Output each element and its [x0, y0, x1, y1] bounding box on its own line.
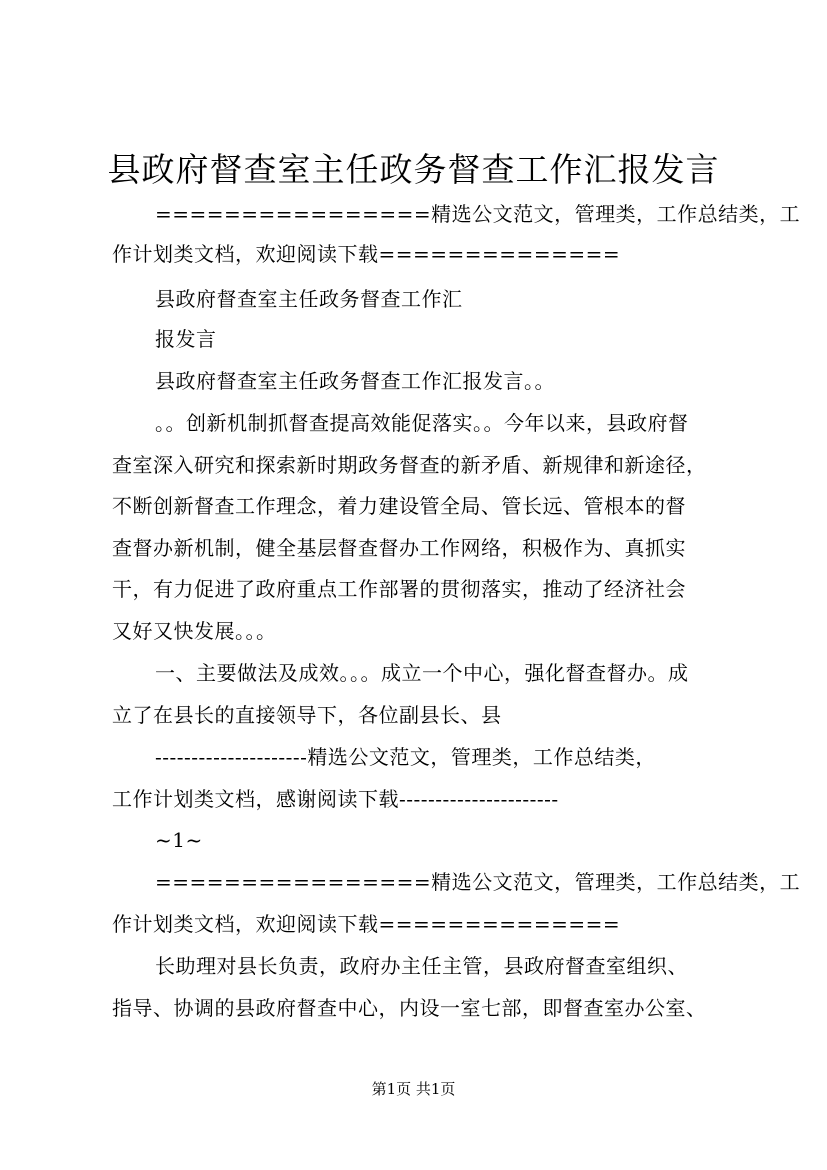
footer-banner-line: 工作计划类文档，感谢阅读下载---------------------- — [112, 787, 559, 811]
page-number-marker: ~1~ — [155, 828, 203, 852]
header-banner-line: 作计划类文档，欢迎阅读下载============== — [112, 242, 621, 266]
paragraph-line: 一、主要做法及成效。。。成立一个中心，强化督查督办。成 — [155, 661, 689, 685]
paragraph-line: 指导、协调的县政府督查中心，内设一室七部，即督查室办公室、 — [112, 996, 707, 1020]
paragraph-line: 立了在县长的直接领导下，各位副县长、县 — [112, 703, 502, 727]
subtitle-line: 报发言 — [155, 327, 217, 351]
header-banner-line: 作计划类文档，欢迎阅读下载============== — [112, 912, 621, 936]
footer-banner-line: ---------------------精选公文范文，管理类，工作总结类， — [155, 745, 656, 769]
paragraph-line: 不断创新督查工作理念，着力建设管全局、管长远、管根本的督 — [112, 494, 686, 518]
paragraph-line: 查督办新机制，健全基层督查督办工作网络，积极作为、真抓实 — [112, 536, 686, 560]
header-banner-line: ================精选公文范文，管理类，工作总结类，工 — [155, 202, 801, 226]
subtitle-line: 县政府督查室主任政务督查工作汇 — [155, 287, 463, 311]
header-banner-line: ================精选公文范文，管理类，工作总结类，工 — [155, 870, 801, 894]
paragraph-line: 。。创新机制抓督查提高效能促落实。。今年以来，县政府督 — [155, 411, 689, 435]
paragraph-line: 长助理对县长负责，政府办主任主管，县政府督查室组织、 — [155, 954, 688, 978]
document-title: 县政府督查室主任政务督查工作汇报发言 — [107, 150, 720, 189]
page-footer: 第1页 共1页 — [371, 1080, 456, 1098]
paragraph-line: 县政府督查室主任政务督查工作汇报发言。。 — [155, 369, 555, 393]
paragraph-line: 干，有力促进了政府重点工作部署的贯彻落实，推动了经济社会 — [112, 577, 686, 601]
paragraph-line: 又好又快发展。。。 — [112, 619, 277, 643]
paragraph-line: 查室深入研究和探索新时期政务督查的新矛盾、新规律和新途径， — [112, 453, 707, 477]
